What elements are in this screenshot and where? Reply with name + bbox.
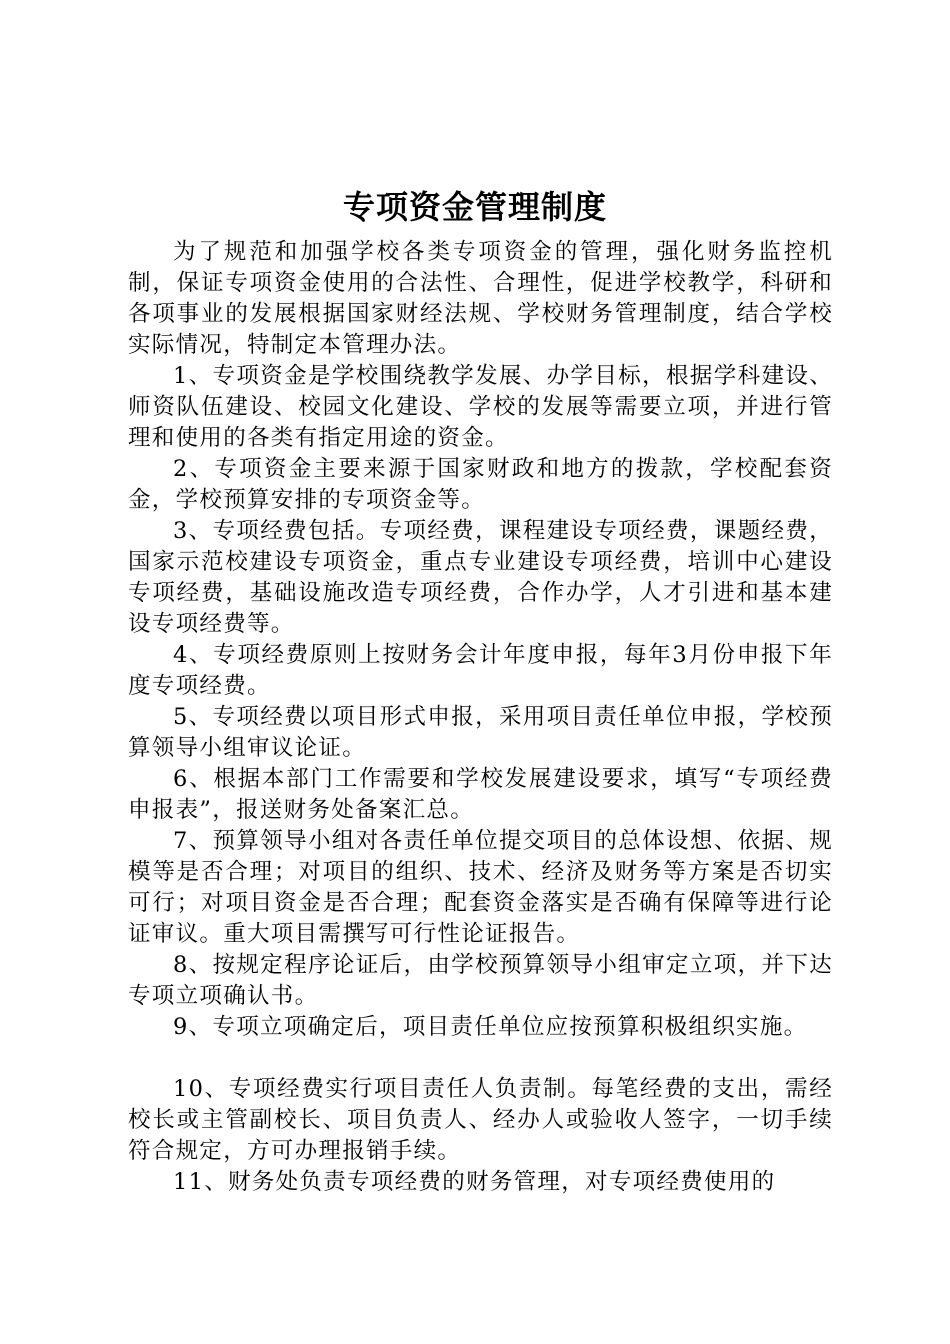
clause-6-paragraph: 6、根据本部门工作需要和学校发展建设要求，填写“专项经费申报表”，报送财务处备案汇总。 — [128, 766, 833, 823]
clause-9-paragraph: 9、专项立项确定后，项目责任单位应按预算积极组织实施。 — [173, 1014, 808, 1040]
clause-8-paragraph: 8、按规定程序论证后，由学校预算领导小组审定立项，并下达专项立项确认书。 — [128, 952, 833, 1009]
clause-7-paragraph: 7、预算领导小组对各责任单位提交项目的总体设想、依据、规模等是否合理；对项目的组织、技术、经济及财务等方案是否切实可行；对项目资金是否合理；配套资金落实是否确有保障等进行论证审议。重大项目需撰写可行性论证报告。 — [128, 828, 833, 947]
clause-4-paragraph: 4、专项经费原则上按财务会计年度申报，每年3月份申报下年度专项经费。 — [128, 642, 833, 699]
clause-5-paragraph: 5、专项经费以项目形式申报，采用项目责任单位申报，学校预算领导小组审议论证。 — [128, 704, 833, 761]
document-body — [128, 237, 833, 1198]
document-title: 专项资金管理制度 — [342, 188, 607, 226]
clause-3-paragraph: 3、专项经费包括。专项经费，课程建设专项经费，课题经费，国家示范校建设专项资金，重点专业建设专项经费，培训中心建设专项经费，基础设施改造专项经费，合作办学，人才引进和基本建设专项经费等。 — [128, 518, 833, 637]
clause-1-paragraph: 1、专项资金是学校围绕教学发展、办学目标，根据学科建设、师资队伍建设、校园文化建设、学校的发展等需要立项，并进行管理和使用的各类有指定用途的资金。 — [128, 363, 833, 451]
intro-paragraph: 为了规范和加强学校各类专项资金的管理，强化财务监控机制，保证专项资金使用的合法性、合理性，促进学校教学，科研和各项事业的发展根据国家财经法规、学校财务管理制度，结合学校实际情况，特制定本管理办法。 — [128, 239, 833, 358]
clause-10-paragraph: 10、专项经费实行项目责任人负责制。每笔经费的支出，需经校长或主管副校长、项目负责人、经办人或验收人签字，一切手续符合规定，方可办理报销手续。 — [128, 1076, 833, 1164]
clause-2-paragraph: 2、专项资金主要来源于国家财政和地方的拨款，学校配套资金，学校预算安排的专项资金等。 — [128, 456, 833, 513]
clause-11-paragraph: 11、财务处负责专项经费的财务管理，对专项经费使用的 — [173, 1169, 776, 1195]
